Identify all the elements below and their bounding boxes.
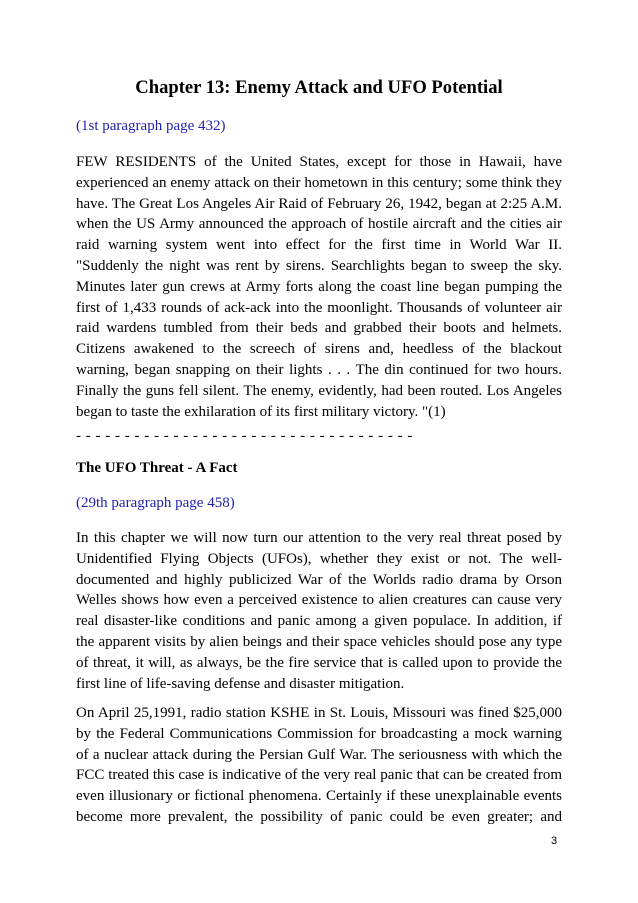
- text-line: Minutes later gun crews at Army forts along the coast line began pumping the: [76, 278, 562, 295]
- text-line: Welles shows how even a perceived existence to alien creatures can cause very: [76, 592, 562, 609]
- text-line: FCC treated this case is indicative of the very real panic that can be created from: [76, 767, 562, 784]
- text-line: experienced an enemy attack on their hometown in this century; some think they: [76, 174, 562, 191]
- text-line: On April 25,1991, radio station KSHE in St. Louis, Missouri was fined $25,000: [76, 705, 562, 721]
- text-line: when the US Army announced the approach of hostile aircraft and the cities air: [76, 216, 562, 233]
- text-line: raid wardens tumbled from their beds and grabbed their boots and helmets.: [76, 320, 562, 337]
- text-line: "Suddenly the night was rent by sirens. Searchlights began to sweep the sky.: [76, 257, 562, 274]
- page-number: 3: [551, 835, 558, 847]
- text-line: first of 1,433 rounds of ack-ack into the moonlight. Thousands of volunteer air: [76, 299, 562, 316]
- text-line: of a nuclear attack during the Persian Gulf War. The seriousness with which the: [76, 746, 562, 763]
- section-divider: - - - - - - - - - - - - - - - - - - - - - - - - - - - - - - - - - - -: [76, 428, 413, 444]
- text-line: of threat, it will, as always, be the fire service that is called upon to provide the: [76, 654, 562, 671]
- text-line: In this chapter we will now turn our attention to the very real threat posed by: [76, 530, 562, 546]
- text-line: the apparent visits by alien beings and their space vehicles should pose any type: [76, 633, 562, 650]
- text-line: have. The Great Los Angeles Air Raid of February 26, 1942, began at 2:25 A.M.: [76, 195, 562, 212]
- text-line: raid warning system went into effect for the first time in World War II.: [76, 237, 562, 254]
- text-line: began to taste the exhilaration of its first military victory. "(1): [76, 403, 446, 420]
- text-line: become more prevalent, the possibility of panic could be even greater; and: [76, 808, 562, 825]
- text-line: warning, began snapping on their lights . . . The din continued for two hours.: [76, 361, 562, 378]
- text-line: documented and highly publicized War of the Worlds radio drama by Orson: [76, 571, 562, 588]
- paragraph-kshe-fine: [76, 703, 562, 828]
- text-line: Citizens awakened to the screech of sirens and, heedless of the blackout: [76, 341, 562, 358]
- paragraph-ufo-threat: [76, 528, 562, 694]
- paragraph-los-angeles-air-raid: [76, 152, 562, 422]
- section-heading: The UFO Threat - A Fact: [76, 460, 238, 476]
- page-reference-2: (29th paragraph page 458): [76, 495, 235, 511]
- text-line: real disaster-like conditions and panic among a given populace. In addition, if: [76, 613, 562, 630]
- text-line: Unidentified Flying Objects (UFOs), whether they exist or not. The well-: [76, 550, 562, 567]
- page-reference-1: (1st paragraph page 432): [76, 118, 226, 134]
- text-line: by the Federal Communications Commission for broadcasting a mock warning: [76, 725, 562, 742]
- text-line: even illusionary or fictional phenomena. Certainly if these unexplainable events: [76, 788, 562, 805]
- text-line: first line of life-saving defense and disaster mitigation.: [76, 675, 405, 692]
- text-line: FEW RESIDENTS of the United States, except for those in Hawaii, have: [76, 154, 562, 170]
- text-line: Finally the guns fell silent. The enemy, evidently, had been routed. Los Angeles: [76, 382, 562, 399]
- chapter-title: Chapter 13: Enemy Attack and UFO Potential: [135, 77, 503, 98]
